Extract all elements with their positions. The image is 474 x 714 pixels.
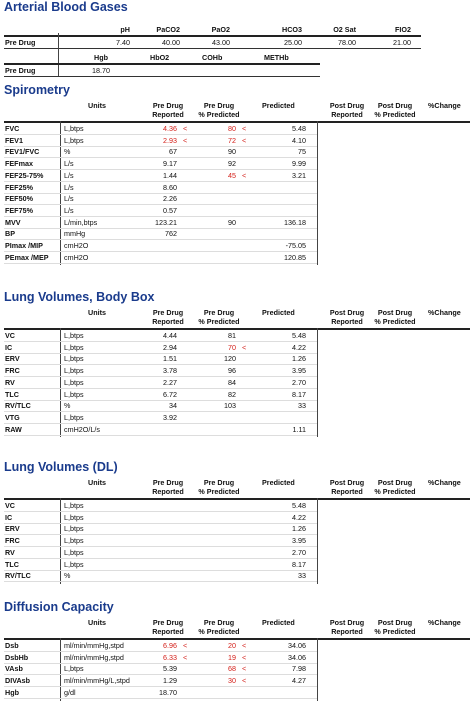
row-pct-flag: < [242, 170, 247, 180]
row-units: cmH2O/L/s [64, 424, 100, 434]
row-units: L,btps [64, 664, 84, 674]
col-header-post-reported-2: Reported [331, 487, 363, 496]
col-header-pre-reported-2: Reported [152, 110, 184, 119]
row-pct-predicted: 81 [228, 331, 236, 340]
row-units: L/s [64, 205, 74, 215]
section-header-rule [4, 121, 470, 123]
abg-header-o2sat: O2 Sat [333, 25, 356, 34]
col-header-post-reported-1: Post Drug [329, 618, 365, 627]
row-reported-flag: < [183, 135, 188, 145]
row-pct-flag: < [242, 652, 247, 662]
row-pct-predicted: 70 [228, 342, 236, 352]
abg-value-pao2: 43.00 [212, 38, 230, 47]
row-label: DsbHb [5, 652, 29, 662]
section-vertical-rule [60, 638, 61, 701]
row-label: VAsb [5, 664, 23, 674]
row-predicted: 9.99 [292, 159, 306, 169]
col-header-pre-pct-1: Pre Drug [203, 618, 235, 627]
abg-header-hgb: Hgb [94, 53, 108, 62]
row-units: L,btps [64, 342, 84, 352]
section-header-rule [4, 638, 470, 640]
row-rule [4, 435, 317, 436]
row-units: cmH2O [64, 241, 89, 250]
abg-value-hgb: 18.70 [92, 66, 110, 75]
row-reported: 1.44 [163, 170, 177, 180]
row-label: Dsb [5, 641, 19, 650]
row-predicted: 1.26 [292, 354, 306, 364]
row-pct-predicted: 68 [228, 664, 236, 674]
col-header-change: %Change [428, 308, 461, 317]
col-header-pre-pct-1: Pre Drug [203, 308, 235, 317]
row-pct-flag: < [242, 135, 247, 145]
row-pct-predicted: 82 [228, 389, 236, 399]
row-label: FEV1 [5, 135, 23, 145]
abg-row-label: Pre Drug [5, 38, 36, 47]
abg-value-ph: 7.40 [116, 38, 130, 47]
abg-header-ph: pH [120, 25, 130, 34]
row-reported: 3.92 [163, 412, 177, 422]
section-header-rule [4, 498, 470, 500]
row-predicted: 4.22 [292, 512, 306, 522]
section-vertical-rule [317, 498, 318, 584]
row-predicted: 75 [298, 147, 306, 157]
row-units: L,btps [64, 377, 84, 387]
row-pct-flag: < [242, 664, 247, 674]
col-header-pre-reported-2: Reported [152, 627, 184, 636]
row-pct-predicted: 72 [228, 135, 236, 145]
row-pct-predicted: 92 [228, 159, 236, 169]
abg-header-hbo2: HbO2 [150, 53, 170, 62]
row-predicted: 5.48 [292, 124, 306, 133]
abg-row2-rule [4, 76, 320, 77]
row-units: L,btps [64, 135, 84, 145]
row-predicted: 136.18 [284, 217, 306, 227]
row-label: ERV [5, 354, 20, 364]
section-vertical-rule [317, 328, 318, 437]
col-header-post-reported-1: Post Drug [329, 308, 365, 317]
row-reported: 6.33 [163, 652, 177, 662]
abg-value-o2sat: 78.00 [338, 38, 356, 47]
row-pct-predicted: 120 [224, 354, 236, 364]
section-vertical-rule [317, 638, 318, 701]
row-units: ml/min/mmHg,stpd [64, 652, 124, 662]
row-units: L,btps [64, 124, 84, 133]
row-units: L,btps [64, 547, 84, 557]
section-title: Diffusion Capacity [4, 600, 114, 614]
row-label: FRC [5, 536, 20, 546]
row-reported: 0.57 [163, 205, 177, 215]
abg-header-rule [4, 35, 421, 37]
row-label: PImax /MIP [5, 241, 43, 250]
row-label: FEF25-75% [5, 170, 44, 180]
col-header-post-reported-1: Post Drug [329, 101, 365, 110]
col-header-post-pct-2: % Predicted [374, 627, 416, 636]
row-predicted: 2.70 [292, 547, 306, 557]
row-predicted: 3.21 [292, 170, 306, 180]
row-predicted: 3.95 [292, 536, 306, 546]
row-reported: 2.94 [163, 342, 177, 352]
col-header-pre-pct-2: % Predicted [198, 110, 240, 119]
abg-vertical-rule [58, 33, 59, 77]
col-header-pre-pct-1: Pre Drug [203, 478, 235, 487]
row-units: mmHg [64, 229, 86, 239]
row-predicted: 33 [298, 401, 306, 411]
row-pct-predicted: 80 [228, 124, 236, 133]
row-pct-flag: < [242, 676, 247, 686]
col-header-pre-reported-2: Reported [152, 487, 184, 496]
row-pct-predicted: 96 [228, 366, 236, 376]
row-predicted: 34.06 [288, 641, 306, 650]
row-predicted: 1.11 [292, 424, 306, 434]
row-rule [4, 698, 317, 699]
row-pct-predicted: 84 [228, 377, 236, 387]
abg-header2-rule [4, 63, 320, 65]
row-predicted: 8.17 [292, 559, 306, 569]
col-header-post-pct-2: % Predicted [374, 317, 416, 326]
row-predicted: 5.48 [292, 331, 306, 340]
abg-value-fio2: 21.00 [393, 38, 411, 47]
abg-header-pao2: PaO2 [211, 25, 230, 34]
row-pct-flag: < [242, 342, 247, 352]
row-reported: 4.36 [163, 124, 177, 133]
row-pct-predicted: 90 [228, 217, 236, 227]
row-units: L,btps [64, 389, 84, 399]
section-title: Lung Volumes (DL) [4, 460, 118, 474]
row-reported: 18.70 [159, 687, 177, 697]
row-label: FEF25% [5, 182, 33, 192]
col-header-pre-reported-1: Pre Drug [152, 308, 184, 317]
row-label: RV/TLC [5, 401, 31, 411]
row-label: MVV [5, 217, 21, 227]
row-reported: 3.78 [163, 366, 177, 376]
row-reported: 4.44 [163, 331, 177, 340]
col-header-post-reported-1: Post Drug [329, 478, 365, 487]
row-predicted: 7.98 [292, 664, 306, 674]
col-header-units: Units [88, 308, 106, 317]
col-header-change: %Change [428, 478, 461, 487]
row-label: FEFmax [5, 159, 33, 169]
row-reported: 2.93 [163, 135, 177, 145]
row-pct-flag: < [242, 124, 247, 133]
abg-row2-label: Pre Drug [5, 66, 36, 75]
row-label: RV [5, 547, 15, 557]
row-units: L,btps [64, 512, 84, 522]
row-reported: 2.27 [163, 377, 177, 387]
section-vertical-rule [317, 121, 318, 265]
row-pct-predicted: 20 [228, 641, 236, 650]
row-label: FEF50% [5, 194, 33, 204]
row-label: IC [5, 512, 13, 522]
row-pct-predicted: 30 [228, 676, 236, 686]
row-reported: 123.21 [155, 217, 177, 227]
row-predicted: 4.22 [292, 342, 306, 352]
row-units: ml/min/mmHg/L,stpd [64, 676, 130, 686]
row-units: L,btps [64, 524, 84, 534]
row-reported-flag: < [183, 652, 188, 662]
row-units: cmH2O [64, 252, 89, 262]
row-predicted: 2.70 [292, 377, 306, 387]
abg-header-cohb: COHb [202, 53, 223, 62]
row-units: L/min,btps [64, 217, 98, 227]
row-predicted: 4.10 [292, 135, 306, 145]
row-reported: 5.39 [163, 664, 177, 674]
row-units: ml/min/mmHg,stpd [64, 641, 124, 650]
col-header-predicted: Predicted [262, 618, 295, 627]
row-units: L,btps [64, 412, 84, 422]
row-pct-predicted: 19 [228, 652, 236, 662]
col-header-pre-reported-1: Pre Drug [152, 101, 184, 110]
col-header-pre-pct-2: % Predicted [198, 487, 240, 496]
section-title: Spirometry [4, 83, 70, 97]
row-units: L,btps [64, 536, 84, 546]
col-header-post-pct-1: Post Drug [377, 101, 413, 110]
row-predicted: -75.05 [285, 241, 306, 250]
row-units: L,btps [64, 501, 84, 510]
section-header-rule [4, 328, 470, 330]
row-pct-predicted: 103 [224, 401, 236, 411]
row-label: DIVAsb [5, 676, 31, 686]
row-units: % [64, 401, 71, 411]
row-units: L,btps [64, 331, 84, 340]
row-label: TLC [5, 389, 19, 399]
col-header-pre-reported-2: Reported [152, 317, 184, 326]
col-header-pre-pct-2: % Predicted [198, 627, 240, 636]
row-label: FRC [5, 366, 20, 376]
col-header-post-pct-1: Post Drug [377, 478, 413, 487]
row-units: L/s [64, 170, 74, 180]
abg-header-paco2: PaCO2 [156, 25, 180, 34]
row-rule [4, 581, 317, 582]
row-reported: 67 [169, 147, 177, 157]
row-pct-flag: < [242, 641, 247, 650]
section-vertical-rule [60, 328, 61, 437]
row-label: VC [5, 501, 15, 510]
row-units: L/s [64, 182, 74, 192]
abg-title: Arterial Blood Gases [4, 0, 128, 14]
row-label: PEmax /MEP [5, 252, 49, 262]
row-label: IC [5, 342, 13, 352]
col-header-pre-pct-1: Pre Drug [203, 101, 235, 110]
abg-header-fio2: FIO2 [395, 25, 411, 34]
col-header-predicted: Predicted [262, 478, 295, 487]
row-reported: 8.60 [163, 182, 177, 192]
col-header-post-pct-1: Post Drug [377, 618, 413, 627]
row-label: Hgb [5, 687, 19, 697]
row-units: L/s [64, 194, 74, 204]
row-reported: 762 [165, 229, 177, 239]
row-predicted: 34.06 [288, 652, 306, 662]
col-header-pre-reported-1: Pre Drug [152, 478, 184, 487]
row-predicted: 5.48 [292, 501, 306, 510]
col-header-post-reported-2: Reported [331, 110, 363, 119]
row-reported: 1.29 [163, 676, 177, 686]
col-header-units: Units [88, 618, 106, 627]
col-header-predicted: Predicted [262, 308, 295, 317]
row-reported-flag: < [183, 641, 188, 650]
row-label: BP [5, 229, 15, 239]
row-pct-predicted: 90 [228, 147, 236, 157]
col-header-units: Units [88, 478, 106, 487]
row-label: RV/TLC [5, 571, 31, 581]
abg-row-rule [4, 48, 421, 49]
row-units: L,btps [64, 366, 84, 376]
row-reported: 2.26 [163, 194, 177, 204]
row-units: g/dl [64, 687, 76, 697]
row-reported: 1.51 [163, 354, 177, 364]
row-label: FEF75% [5, 205, 33, 215]
row-units: % [64, 147, 71, 157]
row-label: VC [5, 331, 15, 340]
row-label: FEV1/FVC [5, 147, 40, 157]
section-title: Lung Volumes, Body Box [4, 290, 155, 304]
row-label: ERV [5, 524, 20, 534]
abg-header-hco3: HCO3 [282, 25, 302, 34]
row-reported-flag: < [183, 124, 188, 133]
row-predicted: 120.85 [284, 252, 306, 262]
row-units: L/s [64, 159, 74, 169]
row-label: TLC [5, 559, 19, 569]
row-predicted: 4.27 [292, 676, 306, 686]
col-header-post-pct-1: Post Drug [377, 308, 413, 317]
col-header-units: Units [88, 101, 106, 110]
row-label: FVC [5, 124, 20, 133]
row-units: L,btps [64, 559, 84, 569]
row-rule [4, 263, 317, 264]
col-header-change: %Change [428, 618, 461, 627]
row-predicted: 8.17 [292, 389, 306, 399]
col-header-post-reported-2: Reported [331, 317, 363, 326]
col-header-pre-pct-2: % Predicted [198, 317, 240, 326]
row-reported: 6.72 [163, 389, 177, 399]
col-header-post-pct-2: % Predicted [374, 487, 416, 496]
row-units: % [64, 571, 71, 581]
row-reported: 34 [169, 401, 177, 411]
col-header-pre-reported-1: Pre Drug [152, 618, 184, 627]
col-header-predicted: Predicted [262, 101, 295, 110]
row-predicted: 3.95 [292, 366, 306, 376]
row-units: L,btps [64, 354, 84, 364]
abg-header-methb: METHb [264, 53, 289, 62]
row-predicted: 33 [298, 571, 306, 581]
col-header-change: %Change [428, 101, 461, 110]
row-reported: 9.17 [163, 159, 177, 169]
row-pct-predicted: 45 [228, 170, 236, 180]
row-label: VTG [5, 412, 20, 422]
row-reported: 6.96 [163, 641, 177, 650]
row-label: RAW [5, 424, 22, 434]
row-label: RV [5, 377, 15, 387]
abg-value-hco3: 25.00 [284, 38, 302, 47]
row-predicted: 1.26 [292, 524, 306, 534]
abg-value-paco2: 40.00 [162, 38, 180, 47]
col-header-post-pct-2: % Predicted [374, 110, 416, 119]
col-header-post-reported-2: Reported [331, 627, 363, 636]
